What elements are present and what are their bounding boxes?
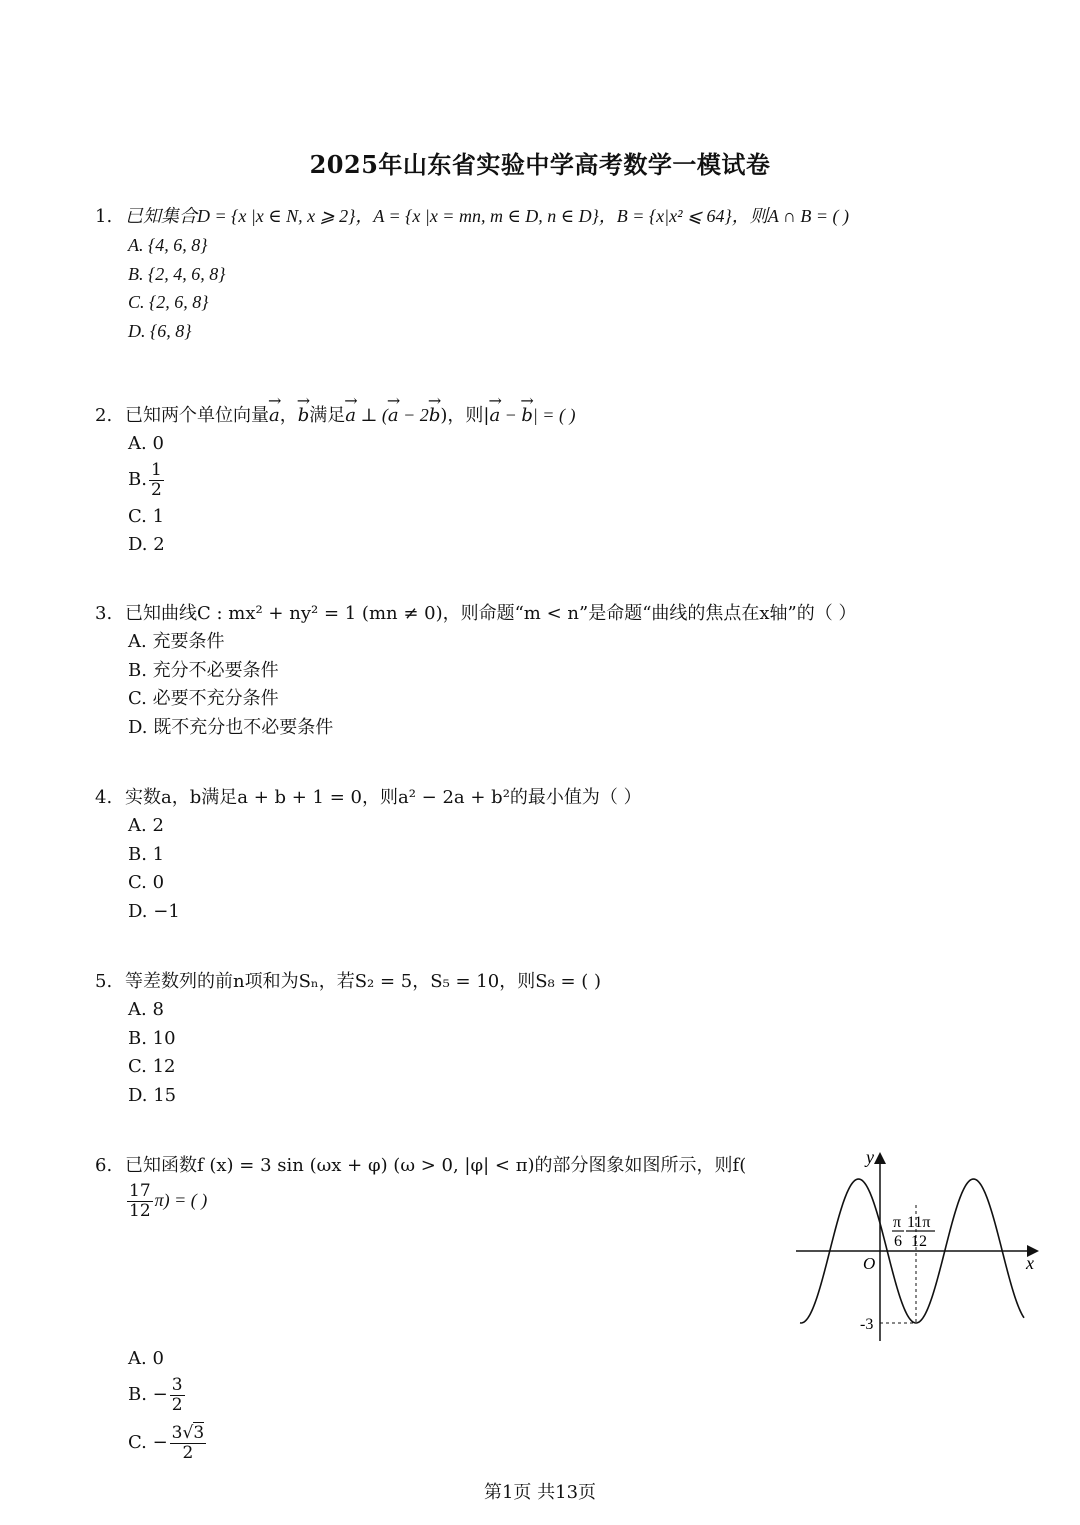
option-d: D. {6, 8} [128,320,192,341]
question-4 [95,784,642,926]
radicand: 3 [193,1423,205,1444]
y-axis-label: y [866,1147,874,1167]
option-a: A. 8 [128,999,164,1020]
stem-text: 已知曲线C : mx² + ny² = 1 (mn ≠ 0)，则命题“m < n”是命题“曲线的焦点在x轴”的（ ） [125,603,857,624]
fraction [170,1424,207,1462]
question-5 [95,968,601,1110]
vector-b: → b [521,402,533,430]
fraction-numerator [170,1424,207,1444]
stem-text: 已知函数f (x) = 3 sin (ωx + φ) (ω > 0, |φ| < π)的部分图象如图所示，则f( [125,1155,747,1176]
stem-text: 实数a，b满足a + b + 1 = 0，则a² − 2a + b²的最小值为（ ） [125,787,642,808]
stem-text: − 2 [398,405,429,425]
origin-label: O [863,1254,876,1273]
stem-text: 已知集合D = {x |x ∈ N, x ⩾ 2}，A = {x |x = mn, m ∈ D, n ∈ D}，B = {x|x² ⩽ 64}，则A ∩ B = ( ) [125,206,850,226]
options-list [95,430,575,560]
option-b [128,1374,208,1418]
option-d: D. −1 [128,900,180,922]
question-1 [95,202,849,345]
fraction-denominator: 2 [182,1443,194,1463]
option-b: B. 1 [128,843,165,865]
option-c: C. 1 [128,505,165,527]
options-list [95,231,849,345]
tick-11pi-12-denominator: 12 [911,1233,927,1250]
option-c: C. 必要不充分条件 [128,688,279,709]
option-a: A. 2 [128,815,164,836]
question-stem [95,600,856,628]
stem-text: | = ( ) [532,405,576,425]
vector-a: → a [269,402,280,430]
stem-text: ， [279,405,298,426]
vector-a: → a [388,402,399,430]
fraction-denominator: 12 [129,1200,151,1221]
stem-text: π) = ( ) [154,1190,208,1211]
option-a: A. 0 [128,1348,164,1369]
stem-text: 已知两个单位向量 [125,405,269,426]
question-number: 4. [95,787,113,808]
question-3 [95,600,856,742]
vector-b: → b [298,402,310,430]
question-stem [95,401,575,430]
stem-text: )，则| [440,405,490,426]
vector-b: → b [429,402,441,430]
option-b: B. 充分不必要条件 [128,659,279,681]
fraction [127,1182,153,1220]
option-c [128,1422,208,1466]
question-stem [95,784,642,812]
stem-text: 满足 [309,405,346,426]
option-a: A. 0 [128,433,164,454]
option-label: B. [128,469,147,491]
numerator-coefficient: 3 [171,1423,183,1444]
question-number: 3. [95,603,113,624]
option-label: B. − [128,1384,168,1406]
options-list [95,628,856,742]
function-graph [790,1145,1050,1349]
tick-pi-6-numerator: π [893,1214,902,1231]
options-list [95,1345,208,1466]
vector-a: → a [489,402,500,430]
fraction [170,1376,185,1414]
options-list [95,996,601,1110]
fraction-numerator: 17 [129,1181,151,1201]
option-c: C. 12 [128,1056,176,1077]
page-footer: 第1页 共13页 [483,1482,597,1503]
question-2 [95,401,575,560]
option-c: C. 0 [128,872,165,893]
option-b [128,459,575,503]
question-number: 1. [95,206,113,227]
stem-text: − [500,405,522,425]
question-6-options [95,1345,208,1466]
stem-text: ⊥ ( [356,405,388,425]
sqrt-icon: √ [182,1423,194,1444]
tick-pi-6-denominator: 6 [894,1233,902,1250]
tick-11pi-12-numerator: 11π [907,1214,931,1231]
min-value-label: -3 [860,1316,874,1333]
fraction-denominator: 2 [150,480,162,500]
fraction-numerator: 1 [150,460,162,481]
question-stem [95,1152,746,1180]
question-stem [95,968,601,996]
question-stem [95,202,849,231]
fraction-denominator: 2 [171,1395,183,1415]
options-list [95,812,642,926]
fraction [149,461,164,499]
option-c: C. {2, 6, 8} [128,292,209,312]
question-stem-line2 [95,1182,746,1220]
question-number: 2. [95,405,113,426]
page-title: 2025年山东省实验中学高考数学一模试卷 [309,150,771,179]
option-d: D. 既不充分也不必要条件 [128,716,334,738]
fraction-numerator: 3 [171,1375,183,1396]
option-a: A. 充要条件 [128,631,225,652]
option-a: A. {4, 6, 8} [128,235,208,255]
option-b: B. 10 [128,1027,176,1049]
x-axis-label: x [1026,1253,1034,1273]
stem-text: 等差数列的前n项和为Sₙ，若S₂ = 5，S₅ = 10，则S₈ = ( ) [125,971,602,992]
question-number: 6. [95,1155,113,1176]
option-d: D. 2 [128,534,165,555]
question-6 [95,1152,746,1220]
option-d: D. 15 [128,1084,177,1106]
question-number: 5. [95,971,113,992]
option-b: B. {2, 4, 6, 8} [128,263,226,284]
option-label: C. − [128,1432,168,1454]
graph-svg [790,1145,1050,1345]
vector-a: → a [345,402,356,430]
